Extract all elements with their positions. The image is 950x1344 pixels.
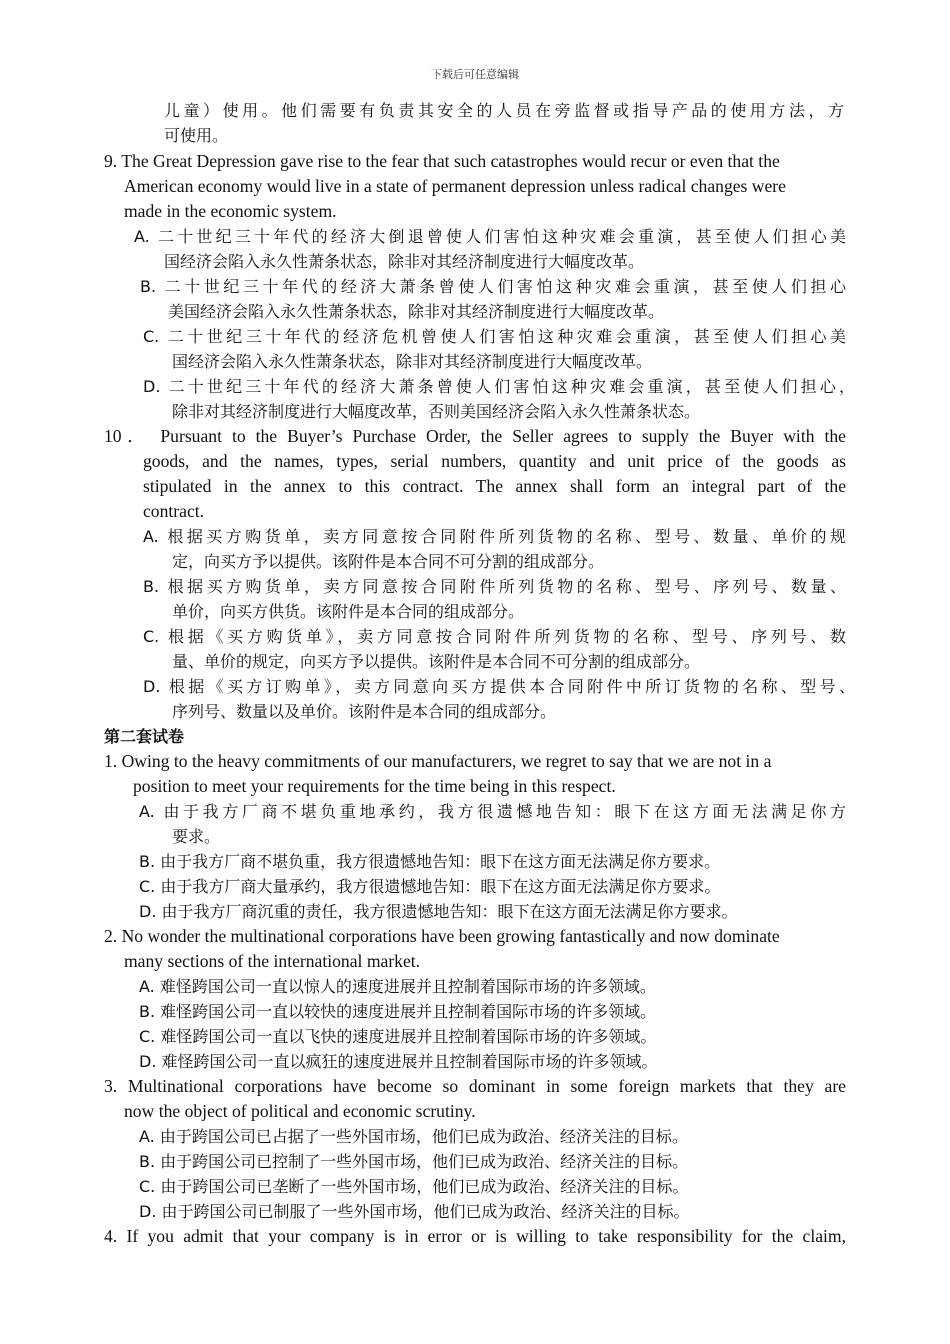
text-line: 3. Multinational corporations have become so dominant in some foreign markets that they are: [104, 1076, 846, 1096]
text-line: A. 难怪跨国公司一直以惊人的速度进展并且控制着国际市场的许多领域。: [139, 977, 656, 996]
text-line: stipulated in the annex to this contract. The annex shall form an integral part of the: [143, 476, 846, 496]
text-line: 定，向买方予以提供。该附件是本合同不可分割的组成部分。: [172, 552, 605, 571]
text-line: D. 由于我方厂商沉重的责任，我方很遗憾地告知：眼下在这方面无法满足你方要求。: [139, 902, 738, 921]
text-line: 单价，向买方供货。该附件是本合同的组成部分。: [172, 602, 525, 621]
text-line: American economy would live in a state of permanent depression unless radical changes were: [124, 176, 786, 196]
text-line: 4. If you admit that your company is in error or is willing to take responsibility for the claim,: [104, 1226, 846, 1246]
text-line: 国经济会陷入永久性萧条状态，除非对其经济制度进行大幅度改革。: [164, 252, 645, 271]
text-line: 要求。: [172, 827, 221, 846]
text-line: A. 由于我方厂商不堪负重地承约，我方很遗憾地告知：眼下在这方面无法满足你方: [139, 802, 846, 821]
text-line: B. 难怪跨国公司一直以较快的速度进展并且控制着国际市场的许多领域。: [139, 1002, 657, 1021]
text-line: now the object of political and economic scrutiny.: [124, 1101, 476, 1121]
page-header: 下载后可任意编辑: [431, 68, 519, 81]
text-line: position to meet your requirements for the time being in this respect.: [133, 776, 616, 796]
text-line: contract.: [143, 501, 205, 521]
text-line: 10． Pursuant to the Buyer’s Purchase Order, the Seller agrees to supply the Buyer with the: [104, 426, 846, 446]
text-line: C. 由于跨国公司已垄断了一些外国市场，他们已成为政治、经济关注的目标。: [139, 1177, 689, 1196]
text-line: B. 二十世纪三十年代的经济大萧条曾使人们害怕这种灾难会重演，甚至使人们担心: [140, 277, 846, 296]
text-line: 1. Owing to the heavy commitments of our manufacturers, we regret to say that we are not in a: [104, 751, 772, 771]
text-line: D. 难怪跨国公司一直以疯狂的速度进展并且控制着国际市场的许多领域。: [139, 1052, 658, 1071]
section-heading: 第二套试卷: [104, 727, 185, 746]
text-line: C. 由于我方厂商大量承约，我方很遗憾地告知：眼下在这方面无法满足你方要求。: [139, 877, 721, 896]
text-line: 儿童）使用。他们需要有负责其安全的人员在旁监督或指导产品的使用方法，方: [164, 101, 844, 120]
text-line: C. 根据《买方购货单》，卖方同意按合同附件所列货物的名称、型号、序列号、数: [143, 627, 846, 646]
text-line: B. 根据买方购货单，卖方同意按合同附件所列货物的名称、型号、序列号、数量、: [143, 577, 846, 596]
text-line: 量、单价的规定，向买方予以提供。该附件是本合同不可分割的组成部分。: [172, 652, 701, 671]
text-line: 9. The Great Depression gave rise to the fear that such catastrophes would recur or even that the: [104, 151, 780, 171]
text-line: 美国经济会陷入永久性萧条状态，除非对其经济制度进行大幅度改革。: [168, 302, 665, 321]
text-line: goods, and the names, types, serial numbers, quantity and unit price of the goods as: [143, 451, 846, 471]
text-line: A. 根据买方购货单，卖方同意按合同附件所列货物的名称、型号、数量、单价的规: [143, 527, 846, 546]
text-line: D. 二十世纪三十年代的经济大萧条曾使人们害怕这种灾难会重演，甚至使人们担心，: [143, 377, 855, 396]
text-line: D. 根据《买方订购单》，卖方同意向买方提供本合同附件中所订货物的名称、型号、: [143, 677, 855, 696]
text-line: 国经济会陷入永久性萧条状态，除非对其经济制度进行大幅度改革。: [172, 352, 653, 371]
text-line: A. 由于跨国公司已占据了一些外国市场，他们已成为政治、经济关注的目标。: [139, 1127, 688, 1146]
text-line: D. 由于跨国公司已制服了一些外国市场，他们已成为政治、经济关注的目标。: [139, 1202, 690, 1221]
text-line: made in the economic system.: [124, 201, 337, 221]
text-line: 2. No wonder the multinational corporations have been growing fantastically and now dominate: [104, 926, 780, 946]
text-line: many sections of the international market.: [124, 951, 421, 971]
text-line: B. 由于我方厂商不堪负重，我方很遗憾地告知：眼下在这方面无法满足你方要求。: [139, 852, 721, 871]
text-line: A. 二十世纪三十年代的经济大倒退曾使人们害怕这种灾难会重演，甚至使人们担心美: [134, 227, 846, 246]
text-line: 除非对其经济制度进行大幅度改革，否则美国经济会陷入永久性萧条状态。: [172, 402, 701, 421]
text-line: B. 由于跨国公司已控制了一些外国市场，他们已成为政治、经济关注的目标。: [139, 1152, 689, 1171]
text-line: C. 二十世纪三十年代的经济危机曾使人们害怕这种灾难会重演，甚至使人们担心美: [143, 327, 846, 346]
text-line: C. 难怪跨国公司一直以飞快的速度进展并且控制着国际市场的许多领域。: [139, 1027, 657, 1046]
text-line: 可使用。: [164, 126, 229, 145]
text-line: 序列号、数量以及单价。该附件是本合同的组成部分。: [172, 702, 557, 721]
